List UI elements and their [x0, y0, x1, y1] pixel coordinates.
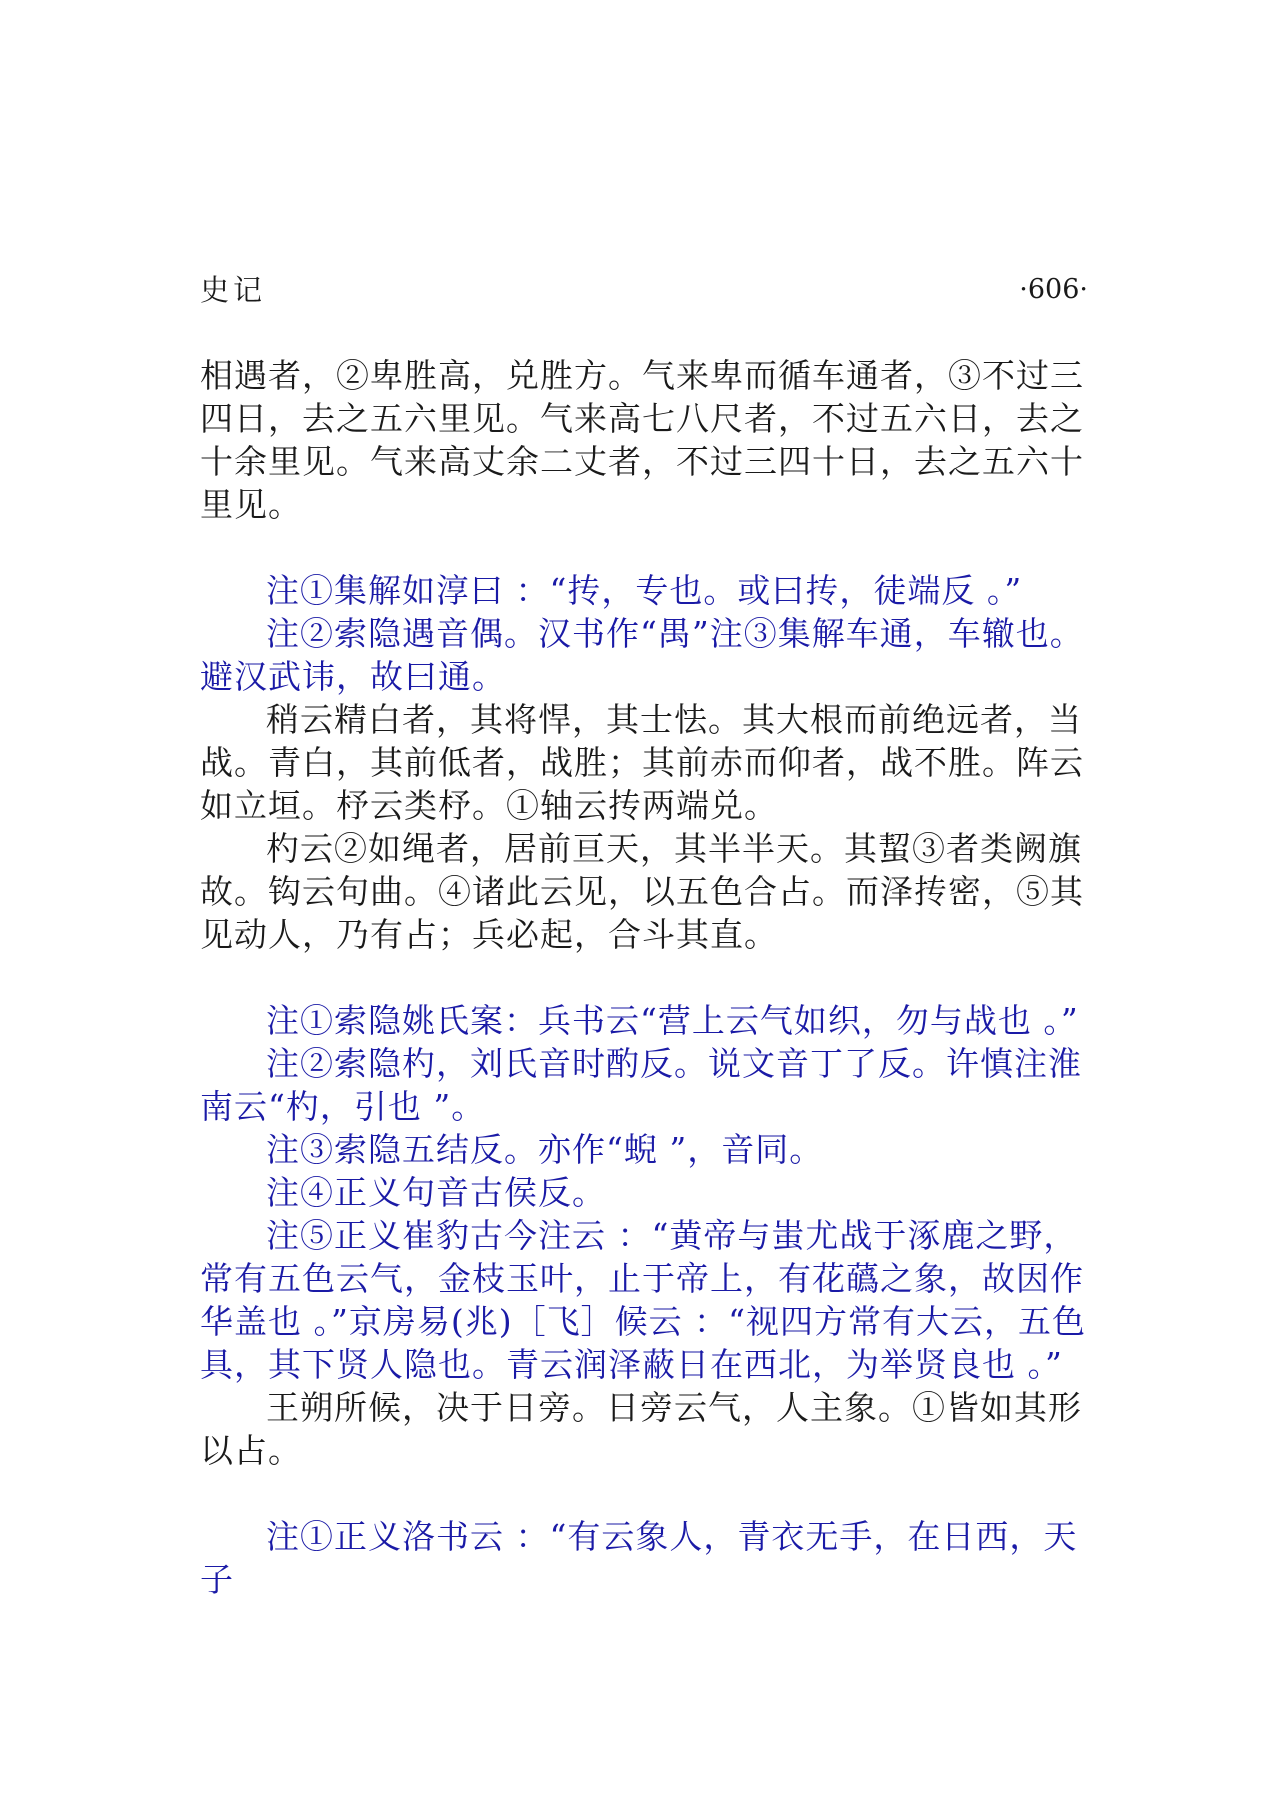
annotation-note: 注②索隐遇音偶。汉书作“禺”注③集解车通，车辙也。避汉武讳，故曰通。	[200, 614, 1084, 696]
page-number: ·606·	[1019, 274, 1088, 305]
annotation-note: 注④正义句音古侯反。	[266, 1173, 606, 1212]
book-title: 史记	[200, 273, 267, 307]
paragraph-gap	[200, 1472, 1088, 1515]
body-paragraph: 相遇者，②卑胜高，兑胜方。气来卑而循车通者，③不过三四日，去之五六里见。气来高七八尺者，不过五六日，去之十余里见。气来高丈余二丈者，不过三四十日，去之五六十里见。	[200, 356, 1084, 524]
body-paragraph: 稍云精白者，其将悍，其士怯。其大根而前绝远者，当战。青白，其前低者，战胜；其前赤而仰者，战不胜。阵云如立垣。杼云类杼。①轴云抟两端兑。	[200, 700, 1084, 825]
annotation-note: 注③索隐五结反。亦作“蜺 ”，音同。	[266, 1130, 824, 1169]
annotation-note: 注②索隐杓，刘氏音时酌反。说文音丁了反。许慎注淮南云“杓，引也 ”。	[200, 1044, 1082, 1126]
page-header	[200, 268, 1088, 312]
paragraph-gap	[200, 956, 1088, 999]
annotation-note: 注①集解如淳曰 ：“抟，专也。或曰抟，徒端反 。”	[266, 571, 1023, 610]
body-paragraph: 杓云②如绳者，居前亘天，其半半天。其蛪③者类阙旗故。钩云句曲。④诸此云见，以五色合占。而泽抟密，⑤其见动人，乃有占；兵必起，合斗其直。	[200, 829, 1084, 954]
page-body	[200, 354, 1088, 1601]
annotation-note: 注①正义洛书云 ：“有云象人，青衣无手，在日西，天子	[200, 1517, 1078, 1599]
body-paragraph: 王朔所候，决于日旁。日旁云气，人主象。①皆如其形以占。	[200, 1388, 1082, 1470]
paragraph-gap	[200, 526, 1088, 569]
annotation-note: 注①索隐姚氏案：兵书云“营上云气如织，勿与战也 。”	[266, 1001, 1079, 1040]
annotation-note: 注⑤正义崔豹古今注云 ：“黄帝与蚩尤战于涿鹿之野，常有五色云气，金枝玉叶，止于帝上，有花蘤之象，故因作华盖也 。”京房易(兆)［飞］候云 ：“视四方常有大云，五色具，其下贤人隐也。青云润泽蔽日在西北，为举贤良也 。”	[200, 1216, 1086, 1384]
